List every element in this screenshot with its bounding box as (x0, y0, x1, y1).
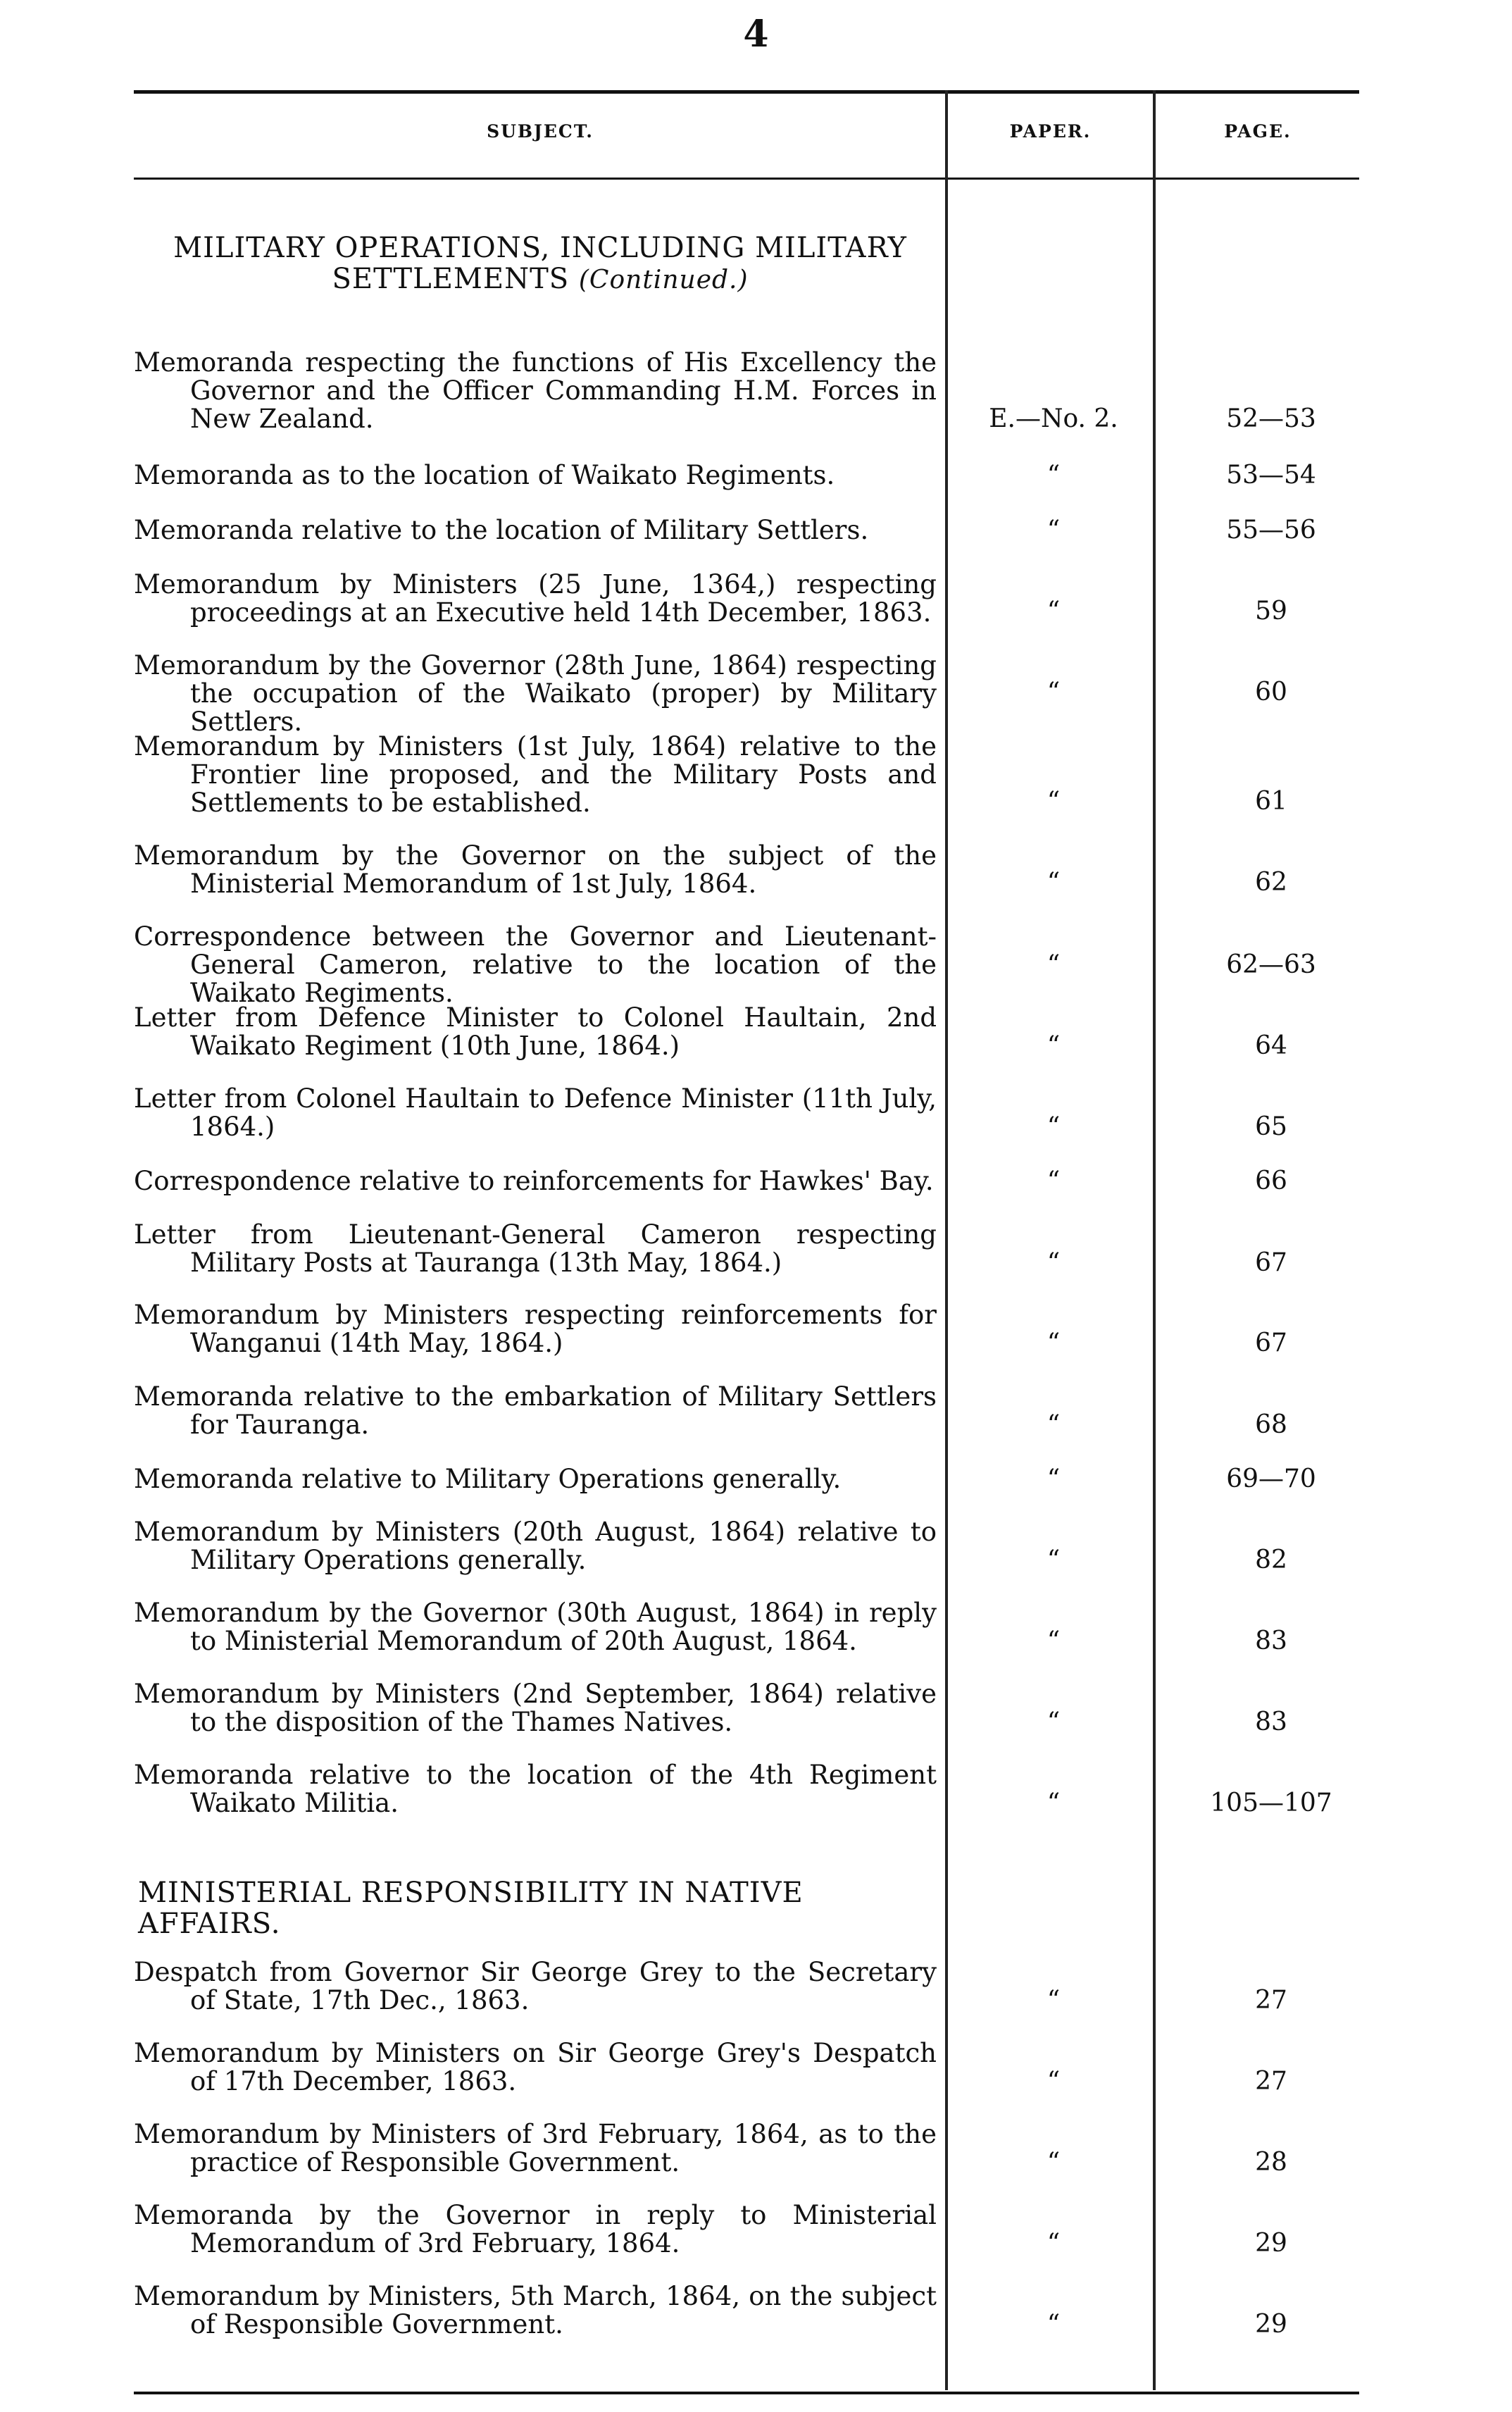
list-item: Letter from Lieutenant-General Cameron respecting Military Posts at Tauranga (13th May, 1864.) (134, 1219, 937, 1278)
paper-ref: “ (1046, 1112, 1061, 1141)
page-ref: 65 (1255, 1112, 1287, 1141)
page-ref: 64 (1255, 1031, 1287, 1060)
page-ref: 83 (1255, 1627, 1287, 1655)
list-item: Memoranda relative to the location of the 4th Regiment Waikato Militia. (134, 1760, 937, 1818)
page-ref: 69—70 (1226, 1465, 1316, 1493)
list-item: Memoranda relative to the embarkation of Military Settlers for Tauranga. (134, 1381, 937, 1440)
list-item: Letter from Colonel Haultain to Defence Minister (11th July, 1864.) (134, 1083, 937, 1142)
paper-ref: “ (1046, 2229, 1061, 2258)
list-item: Memorandum by Ministers (1st July, 1864) relative to the Frontier line proposed, and the Military Posts and Settlements to be established. (134, 731, 937, 818)
list-item: Memorandum by the Governor (28th June, 1864) respecting the occupation of the Waikato (proper) by Military Settlers. (134, 650, 937, 737)
list-item: Correspondence relative to reinforcements for Hawkes' Bay. (134, 1166, 934, 1196)
paper-ref: “ (1046, 2067, 1061, 2096)
list-item: Memorandum by Ministers on Sir George Grey's Despatch of 17th December, 1863. (134, 2038, 937, 2096)
paper-ref: “ (1046, 1627, 1061, 1655)
page-ref: 53—54 (1226, 461, 1316, 490)
paper-ref: “ (1046, 1031, 1061, 1060)
paper-ref: “ (1046, 1708, 1061, 1736)
list-item: Memorandum by Ministers respecting reinforcements for Wanganui (14th May, 1864.) (134, 1300, 937, 1358)
paper-ref: “ (1046, 1789, 1061, 1817)
paper-ref: “ (1046, 1329, 1061, 1357)
list-item: Memoranda relative to the location of Military Settlers. (134, 515, 869, 545)
list-item: Correspondence between the Governor and Lieutenant-General Cameron, relative to the location of the Waikato Regiments. (134, 921, 937, 1008)
list-item: Memoranda by the Governor in reply to Ministerial Memorandum of 3rd February, 1864. (134, 2200, 937, 2258)
paper-ref: “ (1046, 597, 1061, 626)
paper-ref: E.—No. 2. (989, 404, 1118, 433)
page-ref: 29 (1255, 2310, 1287, 2339)
paper-ref: “ (1046, 678, 1061, 707)
list-item: Memorandum by Ministers (25 June, 1364,) respecting proceedings at an Executive held 14th December, 1863. (134, 569, 937, 628)
list-item: Memoranda respecting the functions of His Excellency the Governor and the Officer Commanding H.M. Forces in New Zealand. (134, 347, 937, 434)
column-divider-subject-paper (945, 90, 948, 2390)
column-header-subject: SUBJECT. (487, 121, 594, 142)
bottom-rule (134, 2392, 1359, 2394)
page-ref: 27 (1255, 2067, 1287, 2096)
page-ref: 67 (1255, 1329, 1287, 1357)
page-ref: 67 (1255, 1248, 1287, 1277)
paper-ref: “ (1046, 516, 1061, 545)
paper-ref: “ (1046, 2148, 1061, 2177)
list-item: Memorandum by Ministers (20th August, 1864) relative to Military Operations generally. (134, 1517, 937, 1575)
list-item: Memorandum by Ministers of 3rd February, 1864, as to the practice of Responsible Government. (134, 2119, 937, 2177)
paper-ref: “ (1046, 1465, 1061, 1493)
list-item: Memorandum by Ministers, 5th March, 1864, on the subject of Responsible Government. (134, 2281, 937, 2339)
page-ref: 29 (1255, 2229, 1287, 2258)
page-ref: 82 (1255, 1546, 1287, 1574)
list-item: Memoranda as to the location of Waikato Regiments. (134, 460, 835, 490)
paper-ref: “ (1046, 1167, 1061, 1195)
page-ref: 62—63 (1226, 950, 1316, 979)
page-ref: 52—53 (1226, 404, 1316, 433)
page-ref: 59 (1255, 597, 1287, 626)
page-ref: 62 (1255, 868, 1287, 897)
page-ref: 27 (1255, 1986, 1287, 2015)
section-heading-ministerial-responsibility: MINISTERIAL RESPONSIBILITY IN NATIVE AFFAIRS. (138, 1877, 804, 1940)
paper-ref: “ (1046, 1410, 1061, 1439)
paper-ref: “ (1046, 2310, 1061, 2339)
section-title: MILITARY OPERATIONS, INCLUDING MILITARY SETTLEMENTS (173, 232, 907, 295)
page-number: 4 (743, 13, 769, 56)
top-rule (134, 90, 1359, 94)
page-ref: 60 (1255, 678, 1287, 707)
paper-ref: “ (1046, 868, 1061, 897)
column-header-paper: PAPER. (1009, 121, 1092, 142)
header-rule (134, 178, 1359, 180)
paper-ref: “ (1046, 1248, 1061, 1277)
page-ref: 83 (1255, 1708, 1287, 1736)
column-header-page: PAGE. (1224, 121, 1292, 142)
section-heading-military-operations (135, 232, 945, 296)
paper-ref: “ (1046, 1546, 1061, 1574)
section-title-suffix: (Continued.) (578, 266, 749, 294)
list-item: Memoranda relative to Military Operations generally. (134, 1464, 842, 1494)
paper-ref: “ (1046, 1986, 1061, 2015)
paper-ref: “ (1046, 461, 1061, 490)
list-item: Memorandum by the Governor on the subject of the Ministerial Memorandum of 1st July, 1864. (134, 840, 937, 899)
list-item: Memorandum by Ministers (2nd September, 1864) relative to the disposition of the Thames Natives. (134, 1679, 937, 1737)
page-ref: 28 (1255, 2148, 1287, 2177)
column-divider-paper-page (1153, 90, 1156, 2390)
page-ref: 105—107 (1210, 1789, 1332, 1817)
list-item: Despatch from Governor Sir George Grey to the Secretary of State, 17th Dec., 1863. (134, 1957, 937, 2015)
list-item: Memorandum by the Governor (30th August, 1864) in reply to Ministerial Memorandum of 20th August, 1864. (134, 1598, 937, 1656)
page-ref: 55—56 (1226, 516, 1316, 545)
list-item: Letter from Defence Minister to Colonel Haultain, 2nd Waikato Regiment (10th June, 1864.) (134, 1002, 937, 1061)
paper-ref: “ (1046, 950, 1061, 979)
page-ref: 61 (1255, 787, 1287, 816)
page-ref: 66 (1255, 1167, 1287, 1195)
page-ref: 68 (1255, 1410, 1287, 1439)
paper-ref: “ (1046, 787, 1061, 816)
